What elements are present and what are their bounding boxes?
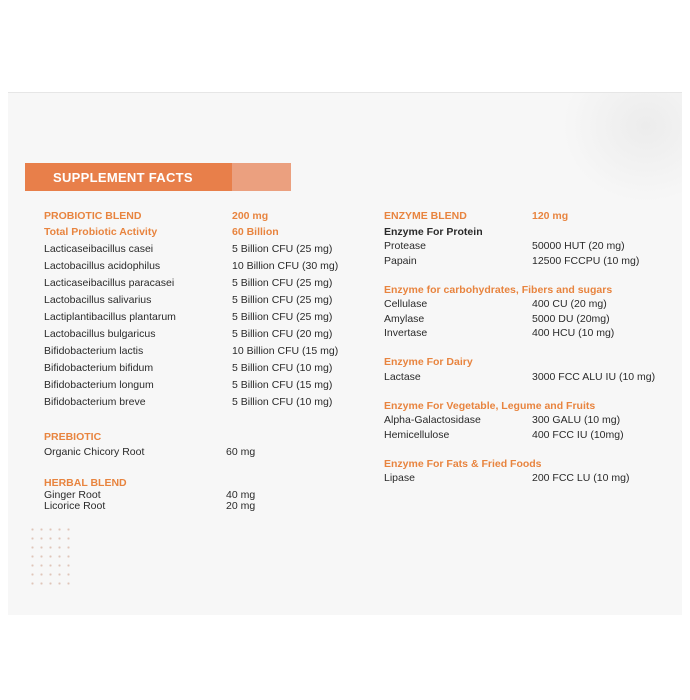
list-item-name: Lactobacillus acidophilus [44, 260, 161, 272]
herbal-heading: HERBAL BLEND [44, 477, 127, 489]
list-item-name: Cellulase [384, 298, 428, 310]
list-item-amount: 12500 FCCPU (10 mg) [532, 255, 640, 267]
list-item-name: Bifidobacterium bifidum [44, 362, 154, 374]
list-item-name: Amylase [384, 313, 425, 325]
list-item-name: Invertase [384, 327, 428, 339]
total-activity-label: Total Probiotic Activity [44, 226, 158, 238]
list-item-name: Lactobacillus bulgaricus [44, 328, 156, 340]
probiotic-heading-amount: 200 mg [232, 210, 269, 222]
total-activity-amount: 60 Billion [232, 226, 279, 238]
list-item-amount: 400 CU (20 mg) [532, 298, 607, 310]
list-item-name: Lacticaseibacillus casei [44, 243, 154, 255]
dairy-subheading: Enzyme For Dairy [384, 356, 473, 368]
list-item-amount: 40 mg [226, 489, 256, 501]
list-item-amount: 10 Billion CFU (15 mg) [232, 345, 339, 357]
list-item-name: Lactiplantibacillus plantarum [44, 311, 176, 323]
list-item-name: Bifidobacterium breve [44, 396, 146, 408]
list-item-amount: 5 Billion CFU (15 mg) [232, 379, 333, 391]
banner-title: SUPPLEMENT FACTS [53, 170, 193, 185]
list-item-amount: 5 Billion CFU (25 mg) [232, 311, 333, 323]
list-item-amount: 20 mg [226, 500, 256, 512]
list-item-name: Organic Chicory Root [44, 446, 145, 458]
list-item-name: Lactobacillus salivarius [44, 294, 152, 306]
list-item-amount: 400 HCU (10 mg) [532, 327, 615, 339]
list-item-amount: 200 FCC LU (10 mg) [532, 472, 630, 484]
list-item-amount: 60 mg [226, 446, 256, 458]
dot-pattern-decoration [28, 525, 74, 585]
list-item-name: Ginger Root [44, 489, 101, 501]
probiotic-heading: PROBIOTIC BLEND [44, 210, 142, 222]
list-item-amount: 5000 DU (20mg) [532, 313, 610, 325]
list-item-amount: 5 Billion CFU (25 mg) [232, 277, 333, 289]
list-item-name: Bifidobacterium longum [44, 379, 154, 391]
list-item-name: Lacticaseibacillus paracasei [44, 277, 175, 289]
list-item-name: Licorice Root [44, 500, 106, 512]
veg-subheading: Enzyme For Vegetable, Legume and Fruits [384, 400, 596, 412]
enzyme-heading: ENZYME BLEND [384, 210, 467, 222]
list-item-name: Alpha-Galactosidase [384, 414, 481, 426]
list-item-name: Lipase [384, 472, 415, 484]
list-item-amount: 5 Billion CFU (10 mg) [232, 396, 333, 408]
list-item-name: Bifidobacterium lactis [44, 345, 144, 357]
list-item-amount: 10 Billion CFU (30 mg) [232, 260, 339, 272]
supplement-facts-banner [25, 163, 291, 191]
fat-subheading: Enzyme For Fats & Fried Foods [384, 458, 542, 470]
list-item-amount: 400 FCC IU (10mg) [532, 429, 624, 441]
list-item-amount: 5 Billion CFU (25 mg) [232, 243, 333, 255]
list-item-name: Lactase [384, 371, 421, 383]
list-item-name: Papain [384, 255, 417, 267]
cloud-decoration [562, 93, 682, 203]
carb-subheading: Enzyme for carbohydrates, Fibers and sugars [384, 284, 613, 296]
list-item-amount: 50000 HUT (20 mg) [532, 240, 625, 252]
list-item-amount: 300 GALU (10 mg) [532, 414, 621, 426]
prebiotic-heading: PREBIOTIC [44, 431, 102, 443]
protein-subheading: Enzyme For Protein [384, 226, 483, 238]
list-item-amount: 5 Billion CFU (25 mg) [232, 294, 333, 306]
list-item-amount: 5 Billion CFU (20 mg) [232, 328, 333, 340]
list-item-name: Protease [384, 240, 427, 252]
list-item-name: Hemicellulose [384, 429, 450, 441]
list-item-amount: 5 Billion CFU (10 mg) [232, 362, 333, 374]
list-item-amount: 3000 FCC ALU IU (10 mg) [532, 371, 656, 383]
enzyme-heading-amount: 120 mg [532, 210, 569, 222]
